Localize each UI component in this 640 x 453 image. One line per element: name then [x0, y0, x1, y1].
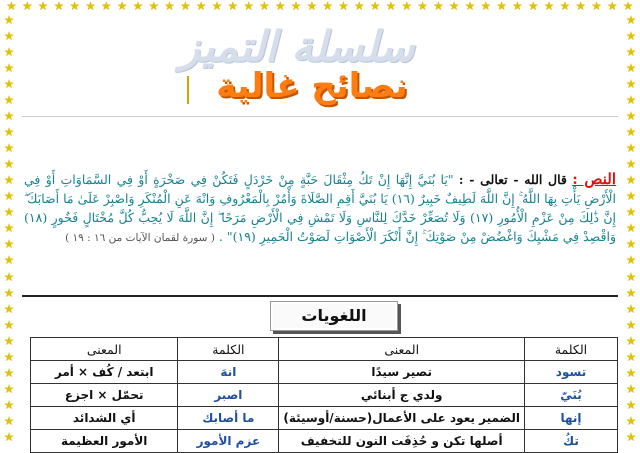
lesson-title: نصائح غالية: [216, 66, 408, 106]
star-icon: ★: [512, 0, 523, 13]
star-icon: ★: [3, 397, 15, 412]
star-icon: ★: [625, 269, 637, 284]
star-icon: ★: [3, 221, 15, 236]
star-border-right: [624, 14, 638, 443]
star-icon: ★: [37, 0, 49, 13]
star-border-top: [6, 0, 634, 14]
star-icon: ★: [496, 0, 507, 13]
star-icon: ★: [625, 109, 637, 124]
star-icon: ★: [625, 93, 637, 108]
star-icon: ★: [3, 29, 15, 44]
table-cell-word: ما أصابك: [178, 407, 279, 430]
star-icon: ★: [432, 0, 444, 13]
star-icon: ★: [3, 45, 15, 60]
table-row: [31, 384, 618, 407]
table-cell-meaning: ولدي ج أبنائي: [279, 384, 525, 407]
star-icon: ★: [3, 237, 15, 252]
star-icon: ★: [625, 221, 637, 236]
star-icon: ★: [290, 0, 302, 13]
star-icon: ★: [3, 365, 15, 380]
worksheet-page: [22, 14, 618, 448]
star-icon: ★: [3, 93, 15, 108]
table-header: المعنى: [31, 338, 178, 361]
star-icon: ★: [100, 0, 112, 13]
text-label: النص :: [572, 170, 616, 188]
star-icon: ★: [625, 29, 637, 44]
star-icon: ★: [3, 333, 15, 348]
star-icon: ★: [625, 381, 637, 396]
star-icon: ★: [3, 317, 15, 332]
star-icon: ★: [53, 0, 65, 13]
table-cell-word: انهَ: [178, 361, 279, 384]
star-icon: ★: [625, 13, 637, 27]
star-icon: ★: [625, 173, 637, 188]
star-icon: ★: [6, 0, 17, 13]
star-icon: ★: [625, 205, 637, 220]
star-icon: ★: [385, 0, 397, 13]
star-icon: ★: [227, 0, 239, 13]
section-divider: [22, 295, 618, 297]
star-icon: ★: [606, 0, 618, 13]
star-icon: ★: [3, 13, 15, 27]
star-icon: ★: [3, 349, 15, 364]
star-icon: ★: [464, 0, 476, 13]
star-icon: ★: [401, 0, 413, 13]
table-row: [31, 430, 618, 453]
star-icon: ★: [622, 0, 634, 13]
table-row: [31, 407, 618, 430]
table-cell-word: تسود: [525, 361, 618, 384]
star-icon: ★: [3, 189, 15, 204]
table-header: المعنى: [279, 338, 525, 361]
vocab-table: [30, 337, 618, 453]
star-icon: ★: [625, 237, 637, 252]
star-icon: ★: [625, 45, 637, 60]
table-cell-meaning: تصير سيدًا: [279, 361, 525, 384]
star-icon: ★: [85, 0, 96, 13]
table-cell-word: اصبر: [178, 384, 279, 407]
text-cursor: [187, 76, 189, 104]
table-header: الكلمة: [178, 338, 279, 361]
star-icon: ★: [625, 429, 637, 444]
vocab-title: اللغويات: [270, 301, 398, 331]
table-cell-meaning: أي الشدائد: [31, 407, 178, 430]
star-icon: ★: [625, 317, 637, 332]
table-cell-word: تكُ: [525, 430, 618, 453]
star-icon: ★: [3, 253, 15, 268]
star-icon: ★: [3, 205, 15, 220]
star-icon: ★: [259, 0, 270, 13]
star-icon: ★: [543, 0, 555, 13]
star-icon: ★: [625, 301, 637, 316]
star-icon: ★: [164, 0, 175, 13]
star-icon: ★: [625, 125, 637, 140]
star-icon: ★: [625, 189, 637, 204]
star-icon: ★: [3, 285, 15, 300]
table-cell-meaning: الضمير يعود على الأعمال(حسنة/أوسيئة): [279, 407, 525, 430]
table-cell-word: عزم الأمور: [178, 430, 279, 453]
verse-intro: قال الله - تعالى - :: [458, 172, 567, 187]
table-row: [31, 361, 618, 384]
star-icon: ★: [591, 0, 602, 13]
star-icon: ★: [3, 157, 15, 172]
series-title: سلسلة التميز: [179, 22, 415, 71]
star-icon: ★: [3, 301, 15, 316]
table-cell-word: إنها: [525, 407, 618, 430]
star-icon: ★: [625, 365, 637, 380]
star-icon: ★: [274, 0, 286, 13]
verse-content: "يَا بُنَيَّ إِنَّهَا إِنْ تَكُ مِثْقَالَ حَبَّةٍ مِنْ خَرْدَلٍ فَتَكُنْ فِي صَخْرَةٍ أَوْ فِي السَّمَاوَاتِ أَوْ فِي الْأَرْضِ يَأْتِ بِهَا اللَّهُ ۚ إِنَّ اللَّهَ لَطِيفٌ خَبِيرٌ (١٦) يَا بُنَيَّ أَقِمِ الصَّلَاةَ وَأْمُرْ بِالْمَعْرُوفِ وَانْهَ عَنِ الْمُنْكَرِ وَاصْبِرْ عَلَىٰ مَا أَصَابَكَ ۖ إِنَّ ذَٰلِكَ مِنْ عَزْمِ الْأُمُورِ (١٧) وَلَا تُصَعِّرْ خَدَّكَ لِلنَّاسِ وَلَا تَمْشِ فِي الْأَرْضِ مَرَحًا ۖ إِنَّ اللَّهَ لَا يُحِبُّ كُلَّ مُخْتَالٍ فَخُورٍ (١٨) وَاقْصِدْ فِي مَشْيِكَ وَاغْضُضْ مِنْ صَوْتِكَ ۚ إِنَّ أَنْكَرَ الْأَصْوَاتِ لَصَوْتُ الْحَمِيرِ (١٩)" .: [24, 172, 617, 244]
star-icon: ★: [243, 0, 254, 13]
verse-reference: ( سورة لقمان الآيات من ١٦ : ١٩ ): [65, 232, 215, 244]
table-header: الكلمة: [525, 338, 618, 361]
star-icon: ★: [625, 253, 637, 268]
star-icon: ★: [211, 0, 223, 13]
star-icon: ★: [21, 0, 33, 13]
verse-text-block: [24, 170, 616, 248]
star-icon: ★: [417, 0, 428, 13]
star-border-left: [2, 14, 16, 443]
star-icon: ★: [625, 413, 637, 428]
star-icon: ★: [625, 141, 637, 156]
table-header-row: [31, 338, 618, 361]
star-icon: ★: [195, 0, 207, 13]
star-icon: ★: [3, 173, 15, 188]
star-icon: ★: [625, 77, 637, 92]
star-icon: ★: [480, 0, 492, 13]
star-icon: ★: [353, 0, 365, 13]
star-icon: ★: [338, 0, 349, 13]
star-icon: ★: [3, 429, 15, 444]
star-icon: ★: [625, 349, 637, 364]
table-cell-meaning: تحمّل × اجزع: [31, 384, 178, 407]
star-icon: ★: [3, 109, 15, 124]
star-icon: ★: [625, 285, 637, 300]
star-icon: ★: [369, 0, 381, 13]
star-icon: ★: [132, 0, 144, 13]
star-icon: ★: [625, 157, 637, 172]
star-icon: ★: [625, 333, 637, 348]
table-cell-meaning: أصلها تكن و حُذِفَت النون للتخفيف: [279, 430, 525, 453]
table-cell-meaning: الأمور العظيمة: [31, 430, 178, 453]
star-icon: ★: [306, 0, 318, 13]
table-cell-meaning: ابتعد / كُف × أمر: [31, 361, 178, 384]
table-cell-word: بُنَيّ: [525, 384, 618, 407]
star-icon: ★: [3, 381, 15, 396]
star-icon: ★: [69, 0, 81, 13]
header-divider: [22, 116, 618, 117]
star-icon: ★: [559, 0, 571, 13]
star-icon: ★: [448, 0, 460, 13]
star-icon: ★: [3, 125, 15, 140]
star-icon: ★: [3, 413, 15, 428]
star-icon: ★: [116, 0, 128, 13]
star-icon: ★: [322, 0, 334, 13]
star-icon: ★: [575, 0, 587, 13]
star-icon: ★: [625, 397, 637, 412]
star-icon: ★: [148, 0, 160, 13]
star-icon: ★: [625, 61, 637, 76]
star-icon: ★: [3, 77, 15, 92]
star-icon: ★: [3, 61, 15, 76]
star-icon: ★: [3, 269, 15, 284]
star-icon: ★: [179, 0, 191, 13]
star-icon: ★: [527, 0, 539, 13]
star-icon: ★: [3, 141, 15, 156]
